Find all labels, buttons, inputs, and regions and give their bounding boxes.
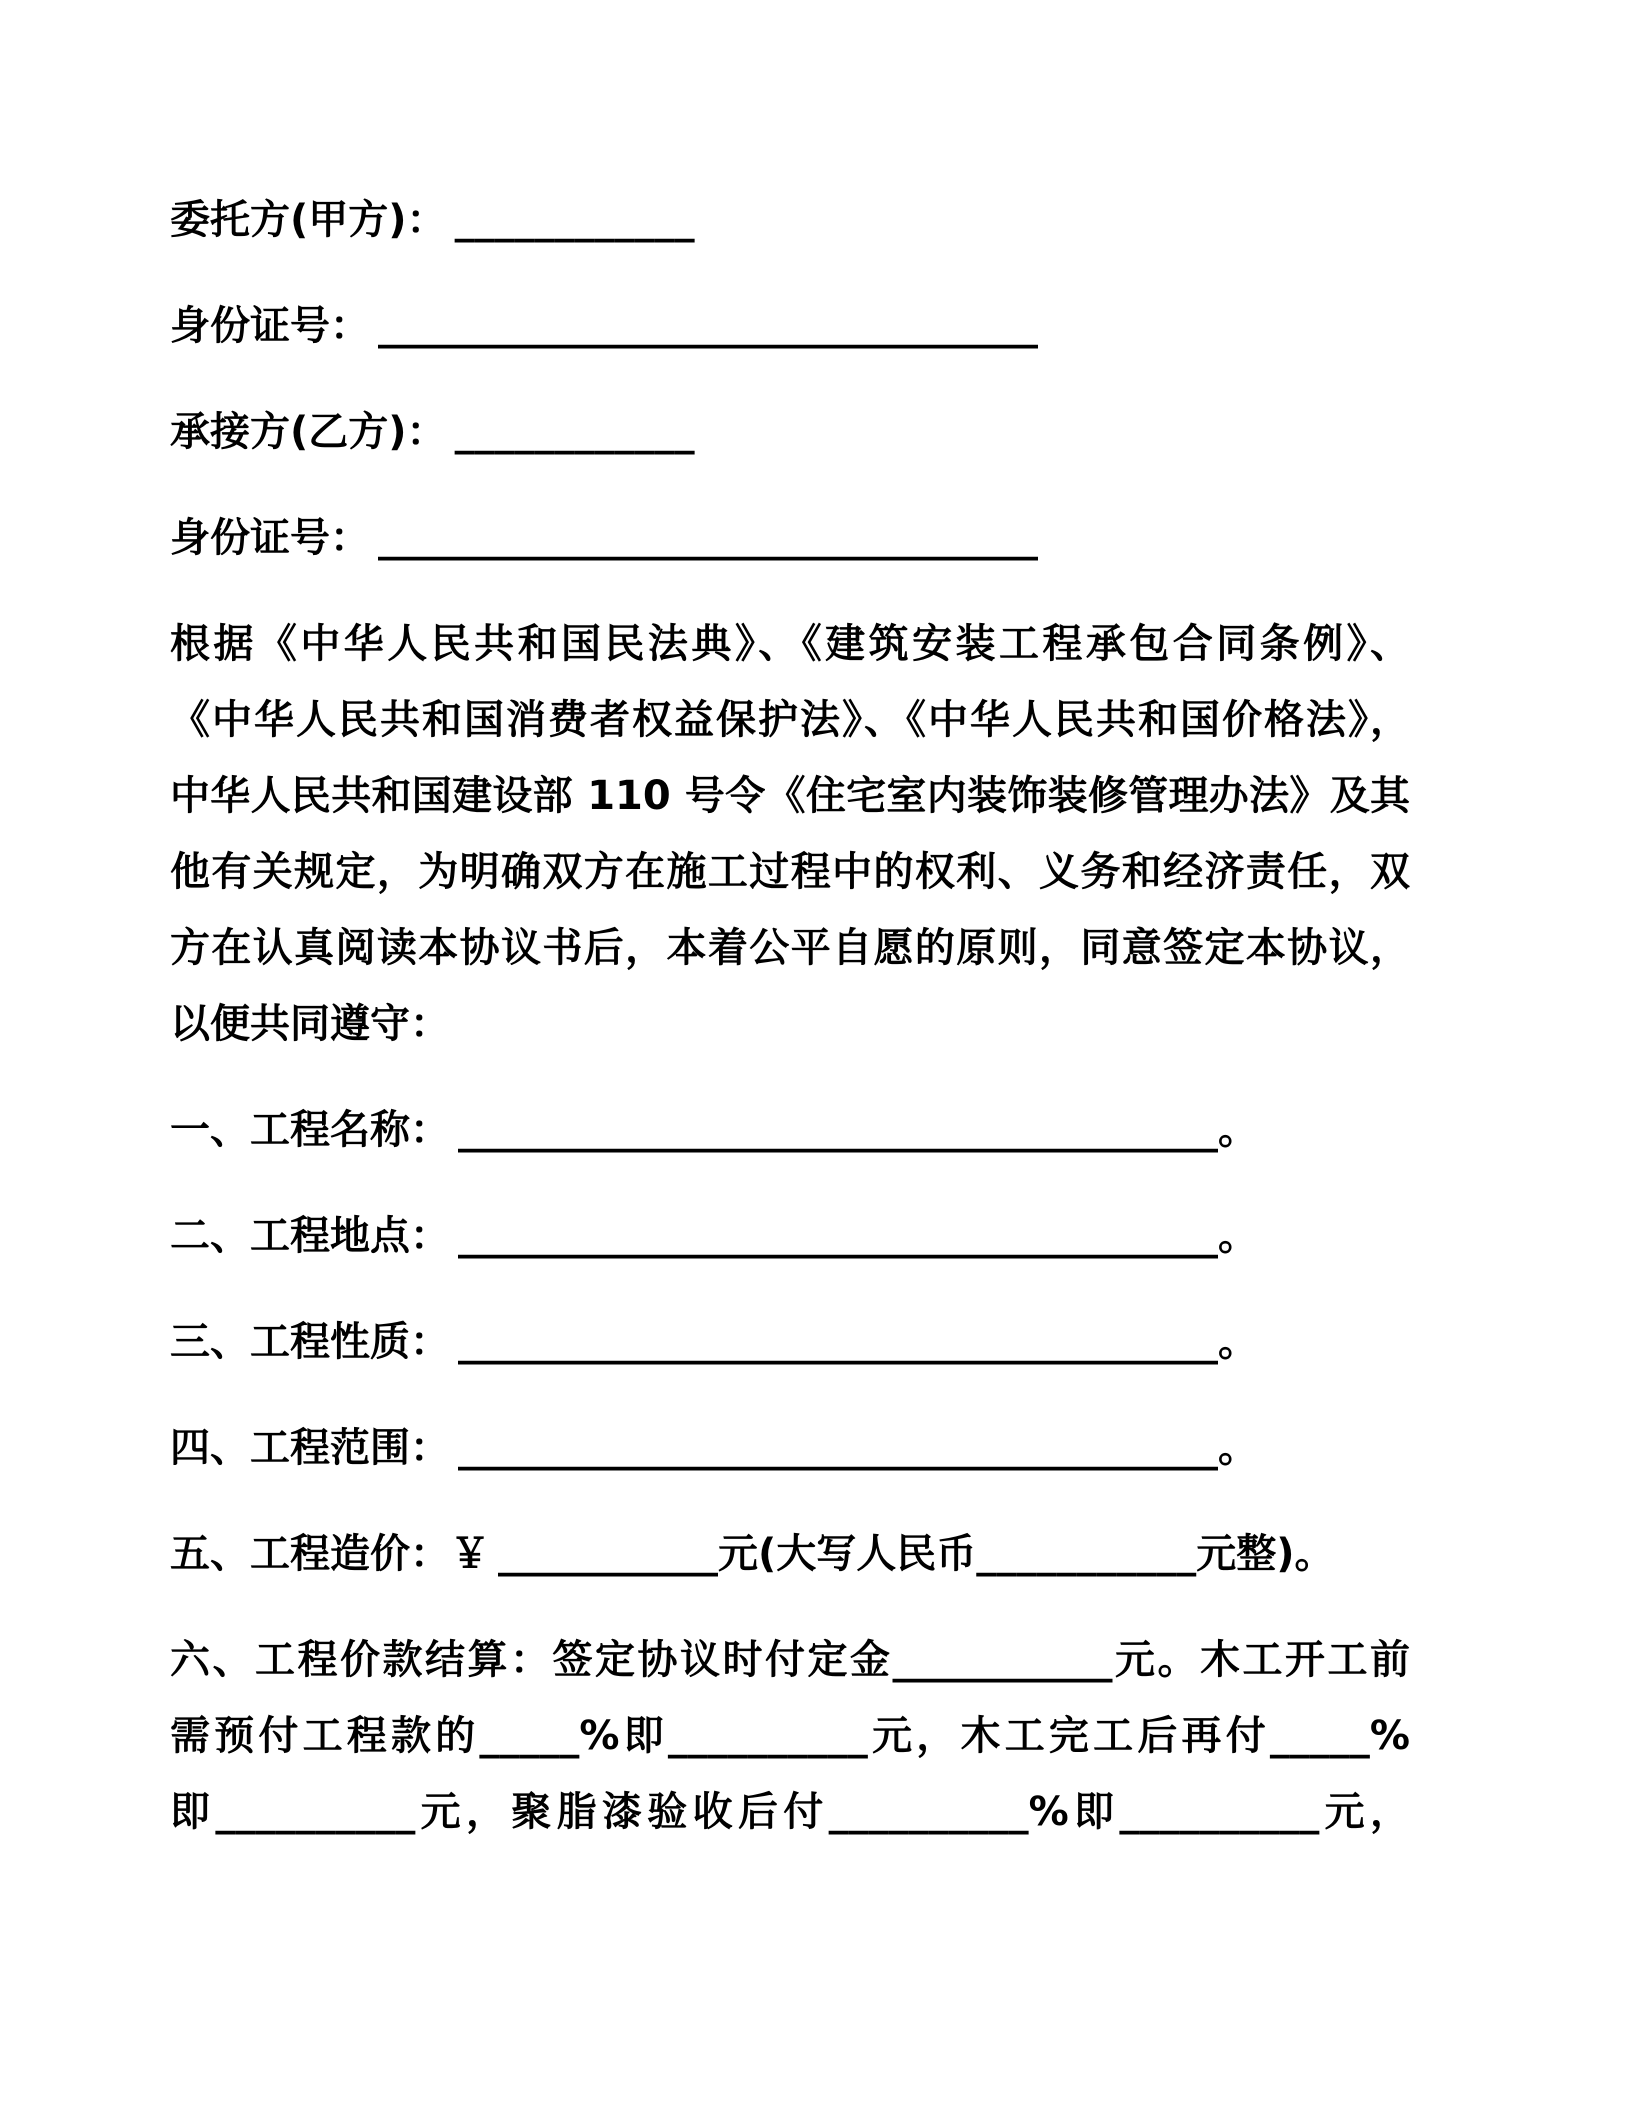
clause-1-period: 。 <box>1218 1107 1258 1153</box>
clause-3-label: 三、工程性质： <box>170 1319 450 1365</box>
clause-2-period: 。 <box>1218 1213 1258 1259</box>
id-b-blank: _________________________________ <box>378 515 1038 561</box>
field-row-id-a <box>170 288 1410 364</box>
preamble-line-4: 他有关规定，为明确双方在施工过程中的权利、义务和经济责任，双 <box>170 849 1410 895</box>
preamble-line-5: 方在认真阅读本协议书后，本着公平自愿的原则，同意签定本协议， <box>170 925 1410 971</box>
id-a-blank: _________________________________ <box>378 303 1038 349</box>
clause-6-line-3: 即__________元，聚脂漆验收后付__________%即__________元， <box>170 1789 1410 1835</box>
party-b-blank: ____________ <box>454 409 695 455</box>
field-row-party-a <box>170 182 1410 258</box>
clause-4-label: 四、工程范围： <box>170 1425 450 1471</box>
preamble-line-6: 以便共同遵守： <box>170 1001 450 1047</box>
party-a-blank: ____________ <box>454 197 695 243</box>
preamble-paragraph <box>170 606 1410 1062</box>
clause-3-period: 。 <box>1218 1319 1258 1365</box>
clause-6-payment-settlement <box>170 1622 1410 1850</box>
clause-5-mid-text: 元(大写人民币 <box>718 1531 977 1577</box>
preamble-line-3: 中华人民共和国建设部 110 号令《住宅室内装饰装修管理办法》及其 <box>170 773 1410 819</box>
clause-4-project-scope <box>170 1410 1410 1486</box>
clause-4-blank: ______________________________________ <box>458 1425 1218 1471</box>
party-a-label: 委托方(甲方)： <box>170 197 447 243</box>
clause-4-period: 。 <box>1218 1425 1258 1471</box>
clause-5-amount-words-blank: ___________ <box>976 1531 1197 1577</box>
clause-5-suffix: 元整)。 <box>1196 1531 1335 1577</box>
clause-6-line-1: 六、工程价款结算：签定协议时付定金___________元。木工开工前 <box>170 1637 1410 1683</box>
id-b-label: 身份证号： <box>170 515 370 561</box>
clause-2-label: 二、工程地点： <box>170 1213 450 1259</box>
id-a-label: 身份证号： <box>170 303 370 349</box>
clause-5-project-cost <box>170 1516 1410 1592</box>
clause-3-blank: ______________________________________ <box>458 1319 1218 1365</box>
clause-1-project-name <box>170 1092 1410 1168</box>
clause-2-blank: ______________________________________ <box>458 1213 1218 1259</box>
preamble-line-1: 根据《中华人民共和国民法典》、《建筑安装工程承包合同条例》、 <box>170 621 1410 667</box>
clause-5-amount-blank: ___________ <box>498 1531 718 1577</box>
preamble-line-2: 《中华人民共和国消费者权益保护法》、《中华人民共和国价格法》， <box>170 697 1410 743</box>
party-b-label: 承接方(乙方)： <box>170 409 447 455</box>
clause-1-blank: ______________________________________ <box>458 1107 1218 1153</box>
clause-6-line-2: 需预付工程款的_____%即__________元，木工完工后再付_____% <box>170 1713 1410 1759</box>
yuan-currency-symbol: ￥ <box>450 1531 490 1577</box>
field-row-id-b <box>170 500 1410 576</box>
clause-5-label: 五、工程造价： <box>170 1531 450 1577</box>
clause-1-label: 一、工程名称： <box>170 1107 450 1153</box>
field-row-party-b <box>170 394 1410 470</box>
clause-3-project-nature <box>170 1304 1410 1380</box>
clause-2-project-location <box>170 1198 1410 1274</box>
